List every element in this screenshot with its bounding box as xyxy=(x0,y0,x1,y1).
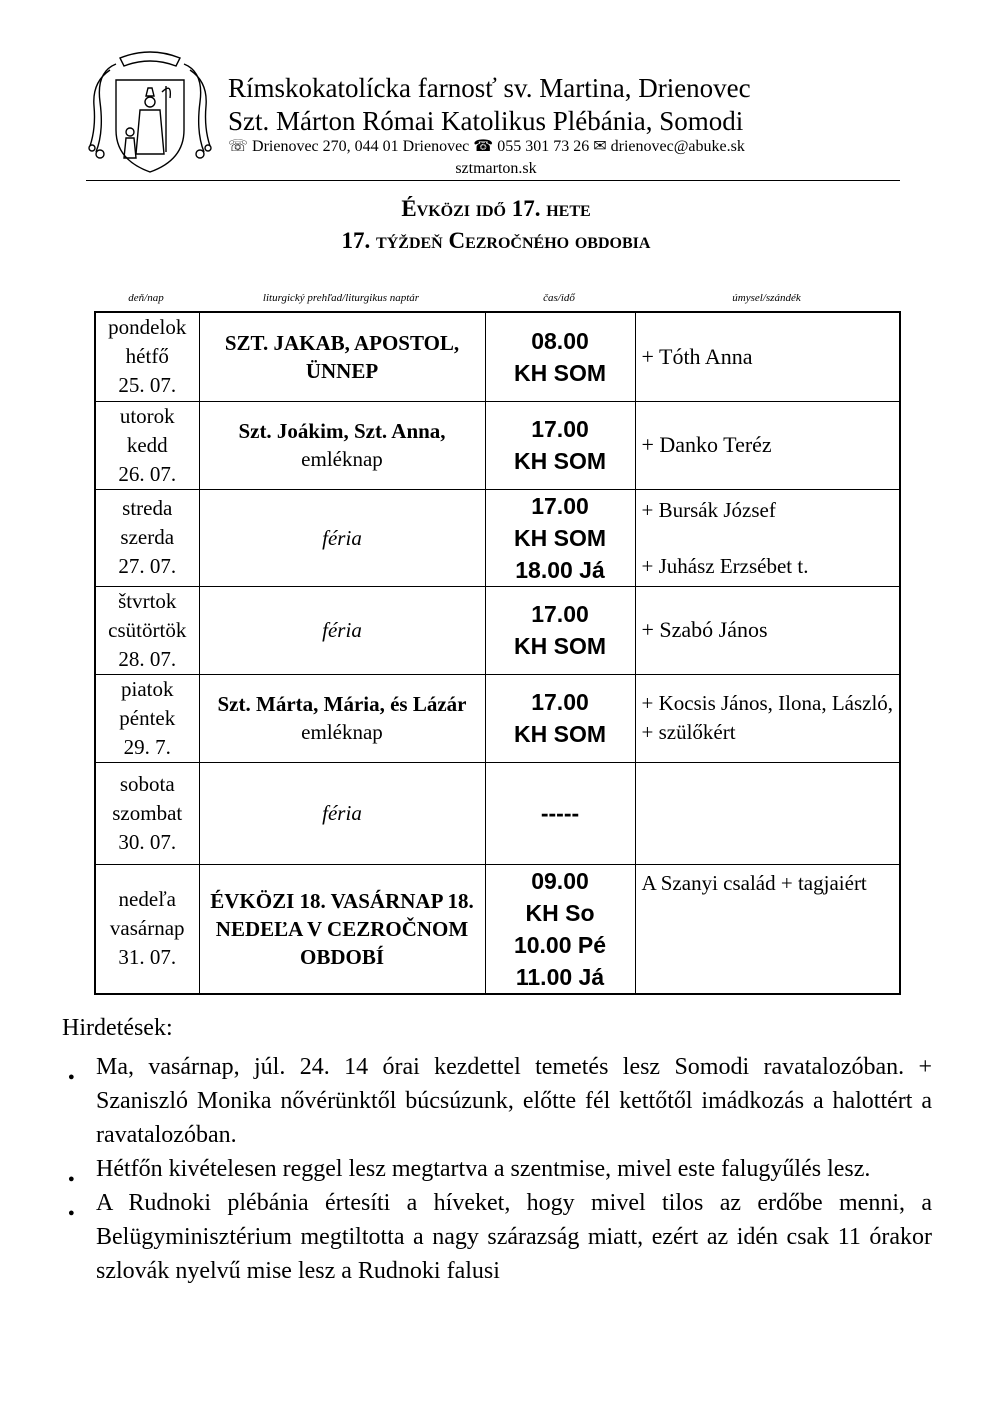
mass-time: KH So xyxy=(525,899,595,926)
day-name: štvrtok xyxy=(118,588,177,613)
liturgy-cell xyxy=(199,762,485,864)
bullet-icon: ● xyxy=(68,1207,75,1219)
announcement-item xyxy=(62,1186,932,1288)
day-cell xyxy=(95,312,199,401)
mass-schedule-table xyxy=(94,311,901,995)
day-cell xyxy=(95,762,199,864)
mass-time: 10.00 Pé xyxy=(513,931,607,958)
mass-time: 08.00 xyxy=(531,327,589,354)
announcements-list xyxy=(62,1050,932,1288)
date-text: 28. 07. xyxy=(118,646,177,671)
liturgy-cell xyxy=(199,401,485,489)
time-cell xyxy=(485,312,635,401)
column-header-time: čas/idő xyxy=(543,292,575,304)
date-text: 31. 07. xyxy=(118,945,177,970)
announcement-text: A Rudnoki plébánia értesíti a híveket, hogy mivel tilos az erdőbe menni, a Belügyminisztérium megtiltotta a nagy szárazság miatt, ezért az idén csak 11 órakor szlovák nyelvű mise lesz a Rudnoki falusi xyxy=(96,1190,932,1284)
feria-label: féria xyxy=(322,801,362,825)
day-name: kedd xyxy=(126,432,168,457)
day-cell xyxy=(95,489,199,586)
day-name: streda xyxy=(122,496,173,520)
feast-rank: emléknap xyxy=(301,447,383,471)
feast-name: ÉVKÖZI 18. VASÁRNAP 18. NEDEĽA V CEZROČNOM OBDOBÍ xyxy=(210,888,474,969)
day-name: szombat xyxy=(112,800,183,825)
week-title-hungarian: Évközi idő 17. hete xyxy=(401,196,591,221)
mass-intention: + Danko Teréz xyxy=(641,432,772,457)
mass-time: KH SOM xyxy=(514,448,606,474)
mass-time: 17.00 xyxy=(531,601,589,627)
announcements-heading: Hirdetések: xyxy=(62,1015,173,1041)
intention-cell xyxy=(635,762,900,864)
mass-time: 18.00 Já xyxy=(515,556,605,583)
announcement-item xyxy=(62,1152,932,1186)
website-link[interactable]: sztmarton.sk xyxy=(455,160,537,177)
mass-intention: A Szanyi család + tagjaiért xyxy=(641,870,867,895)
day-name: csütörtök xyxy=(108,617,187,642)
mass-time: 11.00 Já xyxy=(515,963,605,990)
time-cell xyxy=(485,401,635,489)
day-name: sobota xyxy=(119,771,175,796)
time-cell xyxy=(485,489,635,586)
time-cell xyxy=(485,762,635,864)
feria-label: féria xyxy=(322,618,362,642)
day-name: nedeľa xyxy=(118,887,176,912)
day-name: hétfő xyxy=(125,344,169,369)
feast-rank: emléknap xyxy=(301,720,383,744)
date-text: 26. 07. xyxy=(118,461,177,486)
intention-cell xyxy=(635,586,900,674)
mass-time: KH SOM xyxy=(514,721,606,747)
mass-time: 17.00 xyxy=(531,689,589,715)
liturgy-cell xyxy=(199,586,485,674)
schedule-row xyxy=(95,762,900,864)
intention-cell xyxy=(635,312,900,401)
announcement-item xyxy=(62,1050,932,1152)
mass-time: 17.00 xyxy=(531,416,589,442)
liturgy-cell xyxy=(199,674,485,762)
mass-time: KH SOM xyxy=(514,359,606,386)
mass-time: ----- xyxy=(540,800,580,826)
intention-cell xyxy=(635,489,900,586)
day-cell xyxy=(95,864,199,994)
bullet-icon: ● xyxy=(68,1071,75,1083)
date-text: 27. 07. xyxy=(118,554,177,578)
date-text: 25. 07. xyxy=(118,373,177,398)
time-cell xyxy=(485,864,635,994)
feast-name: Szt. Márta, Mária, és Lázár xyxy=(217,692,467,716)
parish-name-hungarian: Szt. Márton Római Katolikus Plébánia, Somodi xyxy=(228,106,744,136)
day-name: péntek xyxy=(119,705,176,730)
intention-cell xyxy=(635,674,900,762)
day-cell xyxy=(95,674,199,762)
feast-name: SZT. JAKAB, APOSTOL, ÜNNEP xyxy=(224,330,460,383)
liturgy-cell xyxy=(199,312,485,401)
day-name: utorok xyxy=(119,403,175,428)
column-header-day: deň/nap xyxy=(128,292,164,304)
intention-cell xyxy=(635,401,900,489)
parish-crest-logo xyxy=(86,42,214,178)
feast-name: Szt. Joákim, Szt. Anna, xyxy=(238,419,446,443)
day-cell xyxy=(95,401,199,489)
announcement-text: Hétfőn kivételesen reggel lesz megtartva a szentmise, mivel este falugyűlés lesz. xyxy=(96,1156,871,1182)
liturgy-cell xyxy=(199,864,485,994)
schedule-row xyxy=(95,586,900,674)
day-name: vasárnap xyxy=(109,916,185,941)
time-cell xyxy=(485,586,635,674)
week-title-slovak: 17. týždeň Cezročného obdobia xyxy=(341,228,651,253)
schedule-row xyxy=(95,312,900,401)
mass-time: 17.00 xyxy=(531,492,589,519)
schedule-row xyxy=(95,864,900,994)
parish-name-slovak: Rímskokatolícka farnosť sv. Martina, Drienovec xyxy=(228,73,751,103)
column-header-liturgy: liturgický prehľad/liturgikus naptár xyxy=(262,292,420,304)
announcement-text: Ma, vasárnap, júl. 24. 14 órai kezdettel temetés lesz Somodi ravatalozóban. + Szaniszló Monika nővérünktől búcsúzunk, előtte fél kettőtől imádkozás a halottért a ravatalozóban. xyxy=(96,1054,932,1148)
mass-intention: + Juhász Erzsébet t. xyxy=(641,553,809,578)
column-header-intention: úmysel/szándék xyxy=(732,292,801,304)
contact-line: ☏ Drienovec 270, 044 01 Drienovec ☎ 055 301 73 26 ✉ drienovec@abuke.sk xyxy=(228,138,745,155)
liturgy-cell xyxy=(199,489,485,586)
time-cell xyxy=(485,674,635,762)
mass-intention: + Kocsis János, Ilona, László, + szülőkért xyxy=(641,691,894,744)
schedule-row xyxy=(95,489,900,586)
feria-label: féria xyxy=(322,525,362,550)
mass-intention: + Bursák József xyxy=(641,497,776,522)
schedule-row xyxy=(95,674,900,762)
mass-time: KH SOM xyxy=(514,633,606,659)
intention-cell xyxy=(635,864,900,994)
date-text: 29. 7. xyxy=(123,734,171,759)
date-text: 30. 07. xyxy=(118,829,177,854)
schedule-row xyxy=(95,401,900,489)
day-cell xyxy=(95,586,199,674)
mass-intention: + Tóth Anna xyxy=(641,343,753,369)
bullet-icon: ● xyxy=(68,1173,75,1185)
header-divider xyxy=(86,180,900,181)
mass-time: KH SOM xyxy=(514,524,606,551)
day-name: piatok xyxy=(121,676,174,701)
day-name: pondelok xyxy=(108,315,187,340)
mass-time: 09.00 xyxy=(531,867,589,894)
day-name: szerda xyxy=(120,525,175,549)
mass-intention: + Szabó János xyxy=(641,617,768,642)
